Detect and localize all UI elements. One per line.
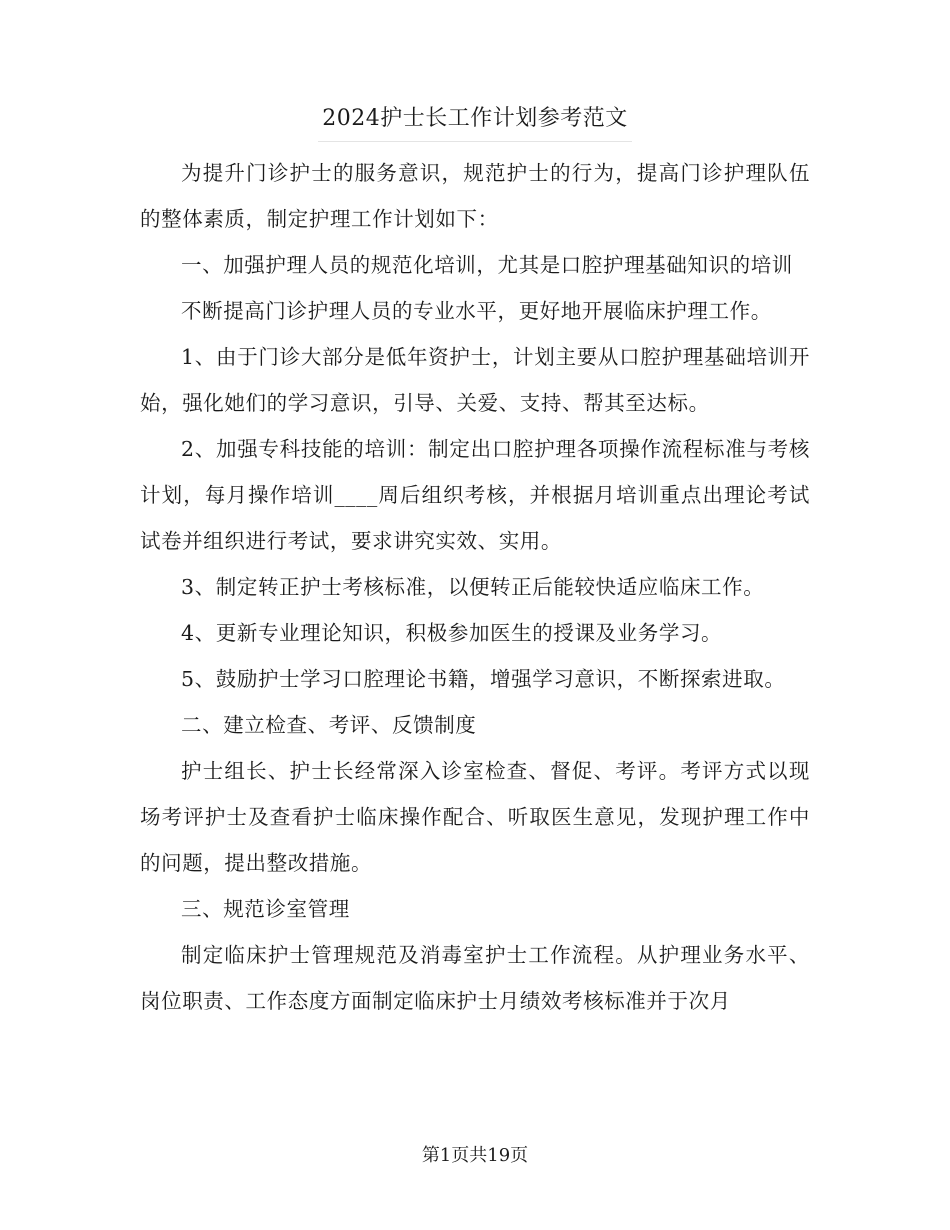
paragraph-item-1: 1、由于门诊大部分是低年资护士，计划主要从口腔护理基础培训开始，强化她们的学习意识，引导、关爱、支持、帮其至达标。: [140, 345, 810, 415]
page-number-footer: 第1页共19页: [421, 1145, 529, 1166]
paragraph-item-4: 4、更新专业理论知识，积极参加医生的授课及业务学习。: [181, 621, 723, 645]
paragraph-intro: 为提升门诊护士的服务意识，规范护士的行为，提高门诊护理队伍的整体素质，制定护理工作计划如下：: [140, 161, 810, 231]
paragraph-item-5: 5、鼓励护士学习口腔理论书籍，增强学习意识，不断探索进取。: [181, 667, 786, 691]
title-container: [0, 97, 950, 142]
paragraph-section-3-body: 制定临床护士管理规范及消毒室护士工作流程。从护理业务水平、岗位职责、工作态度方面制定临床护士月绩效考核标准并于次月: [140, 943, 810, 1013]
paragraph-section-3-heading: 三、规范诊室管理: [181, 897, 350, 921]
paragraph-section-1-heading: 一、加强护理人员的规范化培训，尤其是口腔护理基础知识的培训: [181, 253, 793, 277]
document-body: [140, 150, 810, 1024]
paragraph-section-2-body: 护士组长、护士长经常深入诊室检查、督促、考评。考评方式以现场考评护士及查看护士临床操作配合、听取医生意见，发现护理工作中的问题，提出整改措施。: [140, 759, 810, 875]
paragraph-item-3: 3、制定转正护士考核标准，以便转正后能较快适应临床工作。: [181, 575, 765, 599]
paragraph-section-2-heading: 二、建立检查、考评、反馈制度: [181, 713, 477, 737]
paragraph-item-2: 2、加强专科技能的培训：制定出口腔护理各项操作流程标准与考核计划，每月操作培训____周后组织考核，并根据月培训重点出理论考试试卷并组织进行考试，要求讲究实效、实用。: [140, 437, 810, 553]
document-title: 2024护士长工作计划参考范文: [318, 97, 632, 142]
paragraph-section-1-summary: 不断提高门诊护理人员的专业水平，更好地开展临床护理工作。: [181, 299, 772, 323]
